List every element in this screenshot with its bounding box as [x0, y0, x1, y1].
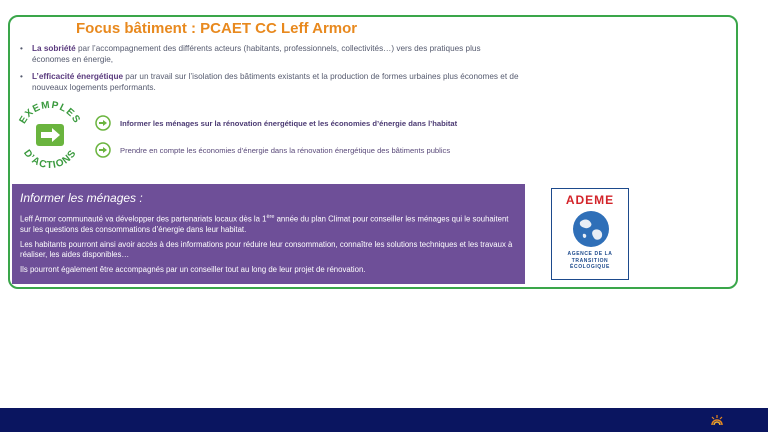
ademe-name: ADEME [565, 193, 615, 207]
badge-top-text: EXEMPLES [17, 99, 83, 126]
info-paragraph-3: Ils pourront également être accompagnés par un conseiller tout au long de leur projet de rénovation. [20, 264, 366, 274]
action-label: Prendre en compte les économies d’énergie dans la rénovation énergétique des bâtiments publics [120, 145, 451, 155]
bullet-efficacite [20, 71, 520, 93]
action-list [95, 112, 535, 166]
bullet-sobriete [20, 43, 520, 65]
action-item-informer [95, 112, 535, 134]
bullet-list [20, 43, 520, 99]
bullet-dot: • [20, 72, 23, 81]
globe-icon [572, 210, 610, 248]
info-p1-after: année du plan Climat pour conseiller les ménages qui le souhaitent sur les questions des consommations d’énergie dans leur habitat. [20, 214, 509, 234]
badge-bottom-text: D’ACTIONS [21, 147, 79, 170]
arrow-circle-icon [95, 142, 111, 158]
info-p1-before: Leff Armor communauté va développer des partenariats locaux dès la 1 [20, 214, 267, 224]
arrow-right-icon [36, 124, 64, 146]
bullet-strong: L’efficacité énergétique [32, 72, 124, 81]
exemples-actions-badge [14, 98, 86, 170]
info-box [12, 184, 525, 284]
ademe-line-3: ÉCOLOGIQUE [570, 264, 610, 270]
bullet-strong: La sobriété [32, 44, 76, 53]
info-paragraph-2: Les habitants pourront ainsi avoir accès à des informations pour réduire leur consommation, connaître les solutions techniques et les travaux à réaliser, les aides disponibles… [20, 239, 513, 259]
ademe-subtitle [552, 251, 628, 271]
slide-title: Focus bâtiment : PCAET CC Leff Armor [76, 20, 358, 37]
bullet-dot: • [20, 44, 23, 53]
action-label: Informer les ménages sur la rénovation énergétique et les économies d’énergie dans l’habitat [120, 118, 458, 128]
arrow-circle-icon [95, 115, 111, 131]
footer-bar [0, 408, 768, 432]
bullet-text: par l’accompagnement des différents acteurs (habitants, professionnels, collectivités…) vers des pratiques plus économes en énergie, [32, 44, 481, 64]
bullet-text: par un travail sur l’isolation des bâtiments existants et la production de formes urbaines plus économes et de nouveaux logements performants. [32, 72, 519, 92]
ademe-line-1: AGENCE DE LA [567, 251, 613, 257]
ademe-logo [551, 188, 629, 280]
sunrise-logo-icon [710, 414, 724, 426]
action-item-batiments-publics [95, 139, 535, 161]
info-paragraph-1 [20, 212, 517, 235]
info-p1-sup: ère [266, 214, 275, 220]
info-title: Informer les ménages : [20, 191, 143, 205]
ademe-line-2: TRANSITION [571, 257, 609, 264]
